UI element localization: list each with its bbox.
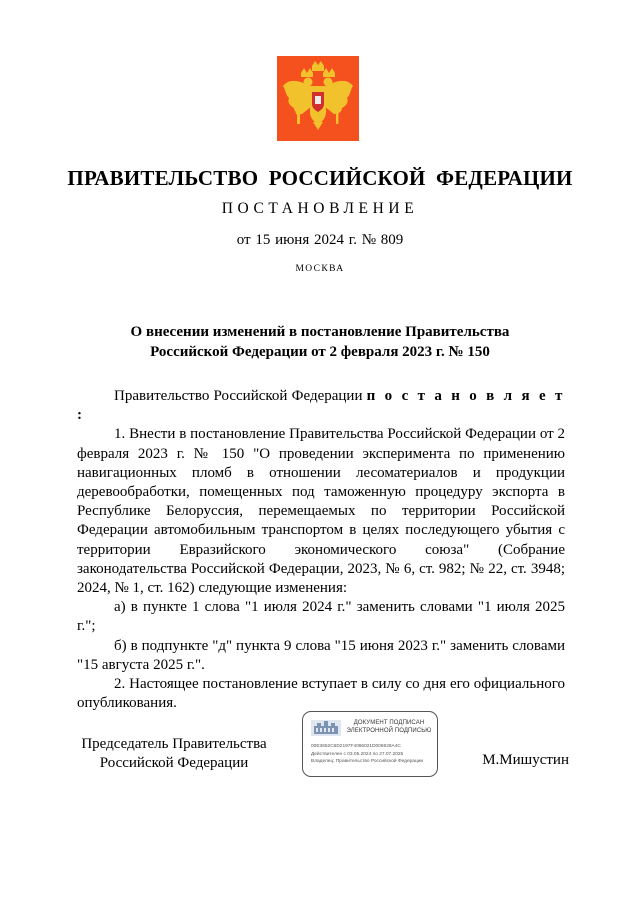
document-body [77, 387, 565, 713]
signatory-name: М.Мишустин [482, 752, 569, 768]
signatory-position [74, 735, 274, 773]
document-city: МОСКВА [295, 264, 345, 274]
document-heading [0, 322, 640, 362]
government-title: ПРАВИТЕЛЬСТВО РОССИЙСКОЙ ФЕДЕРАЦИИ [67, 166, 573, 190]
decree-word: п о с т а н о в л я е т : [77, 388, 565, 424]
paragraph-2: 2. Настоящее постановление вступает в силу со дня его официального опубликования. [77, 676, 565, 712]
certificate-number: 00E3652C6D2197F4086021D006928A4C [311, 744, 401, 749]
russian-coat-of-arms-icon [277, 56, 359, 141]
document-type: ПОСТАНОВЛЕНИЕ [221, 200, 419, 217]
paragraph-1: 1. Внести в постановление Правительства Российской Федерации от 2 февраля 2023 г. № 150 "О проведении эксперимента по применению навигационных пломб в отношении лесоматериалов и продукции деревообработки, помещенных под таможенную процедуру экспорта в Республике Белоруссия, перемещаемых по территории Российской Федерации автомобильным транспортом в целях последующего убытия с территории Евразийского экономического союза" (Собрание законодательства Российской Федерации, 2023, № 6, ст. 982; № 22, ст. 3948; 2024, № 1, ст. 162) следующие изменения: [77, 426, 565, 597]
heading-line-1: О внесении изменений в постановление Правительства [130, 324, 510, 340]
heading-line-2: Российской Федерации от 2 февраля 2023 г. № 150 [150, 344, 490, 360]
electronic-signature-stamp [302, 711, 438, 777]
certificate-validity: Действителен с 03.05.2024 по 27.07.2025 [311, 752, 404, 757]
intro-paragraph [77, 387, 565, 425]
document-date-number: от 15 июня 2024 г. № 809 [236, 232, 404, 248]
stamp-heading-line-1: ДОКУМЕНТ ПОДПИСАН [353, 720, 425, 726]
paragraph-1b: б) в подпункте "д" пункта 9 слова "15 июня 2023 г." заменить словами "15 августа 2025 г.". [77, 637, 565, 673]
kremlin-building-icon [311, 720, 341, 736]
position-line-2: Российской Федерации [99, 755, 249, 771]
paragraph-1a: а) в пункте 1 слова "1 июля 2024 г." заменить словами "1 июля 2025 г."; [77, 599, 565, 635]
stamp-heading [343, 720, 435, 735]
certificate-owner: Владелец: Правительство Российской Федерации [311, 759, 424, 764]
position-line-1: Председатель Правительства [81, 736, 267, 752]
intro-text: Правительство Российской Федерации [114, 388, 367, 404]
stamp-heading-line-2: ЭЛЕКТРОННОЙ ПОДПИСЬЮ [346, 727, 432, 734]
